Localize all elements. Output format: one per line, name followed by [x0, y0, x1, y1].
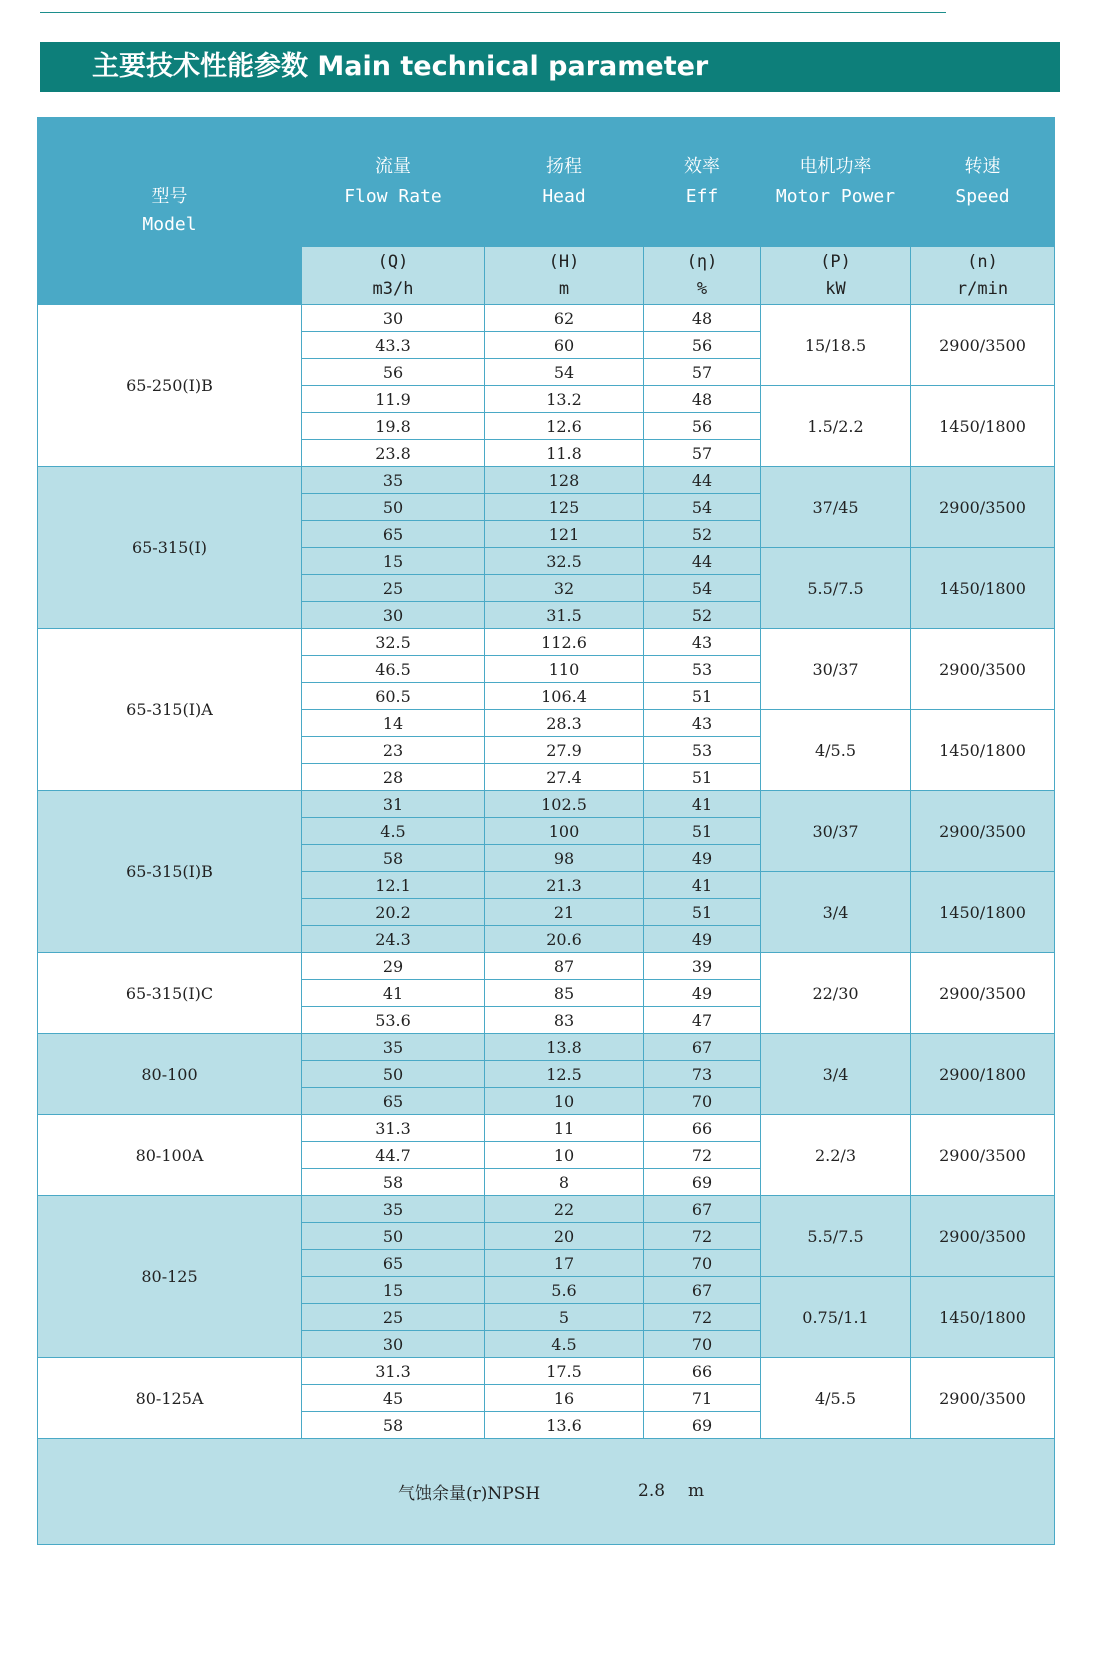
head-cell: 12.6: [485, 413, 644, 440]
speed-cell: 1450/1800: [911, 710, 1055, 791]
flow-cell: 25: [302, 1304, 485, 1331]
eff-cell: 47: [644, 1007, 761, 1034]
technical-parameter-table: [37, 117, 1055, 1545]
flow-cell: 58: [302, 1412, 485, 1439]
head-cell: 98: [485, 845, 644, 872]
model-cell: 80-125: [38, 1196, 302, 1358]
head-cell: 13.8: [485, 1034, 644, 1061]
eff-cell: 51: [644, 899, 761, 926]
head-cell: 17: [485, 1250, 644, 1277]
head-cell: 27.4: [485, 764, 644, 791]
npsh-label: 气蚀余量(r)NPSH: [398, 1484, 541, 1504]
power-cell: 30/37: [761, 629, 911, 710]
eff-cell: 49: [644, 980, 761, 1007]
table-row: [38, 1034, 1055, 1061]
eff-cell: 51: [644, 818, 761, 845]
flow-cell: 23.8: [302, 440, 485, 467]
flow-cell: 15: [302, 1277, 485, 1304]
head-cell: 125: [485, 494, 644, 521]
eff-cell: 51: [644, 683, 761, 710]
unit-eff-unit: %: [696, 278, 708, 299]
eff-cell: 67: [644, 1034, 761, 1061]
eff-cell: 44: [644, 548, 761, 575]
speed-cell: 2900/3500: [911, 1115, 1055, 1196]
head-cell: 110: [485, 656, 644, 683]
eff-cell: 41: [644, 872, 761, 899]
power-cell: 2.2/3: [761, 1115, 911, 1196]
eff-cell: 69: [644, 1412, 761, 1439]
eff-cell: 56: [644, 413, 761, 440]
flow-cell: 28: [302, 764, 485, 791]
speed-cell: 2900/3500: [911, 1358, 1055, 1439]
head-cell: 100: [485, 818, 644, 845]
speed-cell: 2900/3500: [911, 629, 1055, 710]
header-eff: [644, 118, 761, 247]
flow-cell: 4.5: [302, 818, 485, 845]
table-row: [38, 1358, 1055, 1385]
unit-speed-symbol: (n): [967, 251, 998, 272]
power-cell: 22/30: [761, 953, 911, 1034]
head-cell: 11: [485, 1115, 644, 1142]
head-cell: 22: [485, 1196, 644, 1223]
flow-cell: 41: [302, 980, 485, 1007]
eff-cell: 57: [644, 440, 761, 467]
flow-cell: 19.8: [302, 413, 485, 440]
flow-cell: 32.5: [302, 629, 485, 656]
flow-cell: 50: [302, 494, 485, 521]
head-cell: 87: [485, 953, 644, 980]
eff-cell: 54: [644, 494, 761, 521]
npsh-wrap: [38, 1439, 1054, 1544]
flow-cell: 65: [302, 521, 485, 548]
power-cell: 37/45: [761, 467, 911, 548]
unit-flow-symbol: (Q): [377, 251, 409, 272]
flow-cell: 15: [302, 548, 485, 575]
section-title-banner: [40, 42, 1060, 92]
table-row: [38, 467, 1055, 494]
head-cell: 54: [485, 359, 644, 386]
eff-cell: 43: [644, 629, 761, 656]
eff-cell: 44: [644, 467, 761, 494]
eff-cell: 67: [644, 1277, 761, 1304]
eff-cell: 41: [644, 791, 761, 818]
flow-cell: 30: [302, 602, 485, 629]
head-cell: 13.6: [485, 1412, 644, 1439]
eff-cell: 49: [644, 926, 761, 953]
flow-cell: 31: [302, 791, 485, 818]
flow-cell: 24.3: [302, 926, 485, 953]
head-cell: 10: [485, 1142, 644, 1169]
eff-cell: 72: [644, 1142, 761, 1169]
top-divider-line: [40, 12, 946, 13]
head-cell: 60: [485, 332, 644, 359]
header-row: [38, 118, 1055, 247]
head-cell: 8: [485, 1169, 644, 1196]
head-cell: 102.5: [485, 791, 644, 818]
eff-cell: 51: [644, 764, 761, 791]
table-row: [38, 305, 1055, 332]
head-cell: 31.5: [485, 602, 644, 629]
head-cell: 5.6: [485, 1277, 644, 1304]
flow-cell: 25: [302, 575, 485, 602]
eff-cell: 48: [644, 386, 761, 413]
header-eff-cn: 效率: [684, 156, 720, 177]
head-cell: 32: [485, 575, 644, 602]
model-cell: 80-100: [38, 1034, 302, 1115]
power-cell: 15/18.5: [761, 305, 911, 386]
flow-cell: 35: [302, 1034, 485, 1061]
eff-cell: 69: [644, 1169, 761, 1196]
head-cell: 83: [485, 1007, 644, 1034]
speed-cell: 2900/3500: [911, 1196, 1055, 1277]
eff-cell: 72: [644, 1223, 761, 1250]
unit-flow: [302, 247, 485, 305]
eff-cell: 48: [644, 305, 761, 332]
eff-cell: 57: [644, 359, 761, 386]
head-cell: 17.5: [485, 1358, 644, 1385]
speed-cell: 1450/1800: [911, 872, 1055, 953]
flow-cell: 23: [302, 737, 485, 764]
head-cell: 11.8: [485, 440, 644, 467]
head-cell: 27.9: [485, 737, 644, 764]
unit-power-unit: kW: [825, 278, 846, 299]
table-row: [38, 791, 1055, 818]
flow-cell: 35: [302, 1196, 485, 1223]
speed-cell: 2900/3500: [911, 305, 1055, 386]
eff-cell: 53: [644, 737, 761, 764]
power-cell: 5.5/7.5: [761, 1196, 911, 1277]
model-cell: 65-315(I)C: [38, 953, 302, 1034]
head-cell: 20: [485, 1223, 644, 1250]
flow-cell: 44.7: [302, 1142, 485, 1169]
flow-cell: 20.2: [302, 899, 485, 926]
flow-cell: 56: [302, 359, 485, 386]
eff-cell: 66: [644, 1115, 761, 1142]
flow-cell: 53.6: [302, 1007, 485, 1034]
npsh-value: 2.8: [638, 1481, 666, 1501]
head-cell: 128: [485, 467, 644, 494]
header-power: [761, 118, 911, 247]
header-power-cn: 电机功率: [799, 156, 872, 177]
head-cell: 85: [485, 980, 644, 1007]
speed-cell: 1450/1800: [911, 386, 1055, 467]
flow-cell: 65: [302, 1088, 485, 1115]
flow-cell: 45: [302, 1385, 485, 1412]
header-flow: [302, 118, 485, 247]
head-cell: 12.5: [485, 1061, 644, 1088]
header-model-en: Model: [142, 214, 197, 235]
flow-cell: 29: [302, 953, 485, 980]
header-head-en: Head: [542, 186, 586, 207]
head-cell: 32.5: [485, 548, 644, 575]
head-cell: 62: [485, 305, 644, 332]
unit-head-unit: m: [558, 278, 570, 299]
unit-eff-symbol: (η): [686, 251, 718, 272]
power-cell: 3/4: [761, 1034, 911, 1115]
flow-cell: 31.3: [302, 1358, 485, 1385]
eff-cell: 56: [644, 332, 761, 359]
section-title: 主要技术性能参数 Main technical parameter: [92, 51, 709, 82]
eff-cell: 54: [644, 575, 761, 602]
flow-cell: 35: [302, 467, 485, 494]
eff-cell: 71: [644, 1385, 761, 1412]
flow-cell: 46.5: [302, 656, 485, 683]
header-power-en: Motor Power: [775, 186, 896, 207]
model-cell: 65-315(I)A: [38, 629, 302, 791]
flow-cell: 60.5: [302, 683, 485, 710]
flow-cell: 30: [302, 305, 485, 332]
eff-cell: 43: [644, 710, 761, 737]
unit-power: [761, 247, 911, 305]
eff-cell: 73: [644, 1061, 761, 1088]
speed-cell: 2900/3500: [911, 791, 1055, 872]
eff-cell: 70: [644, 1250, 761, 1277]
npsh-unit: m: [688, 1481, 705, 1501]
header-speed-cn: 转速: [964, 156, 1001, 177]
power-cell: 1.5/2.2: [761, 386, 911, 467]
flow-cell: 30: [302, 1331, 485, 1358]
unit-head: [485, 247, 644, 305]
model-cell: 80-125A: [38, 1358, 302, 1439]
flow-cell: 12.1: [302, 872, 485, 899]
model-cell: 65-315(I)B: [38, 791, 302, 953]
eff-cell: 70: [644, 1331, 761, 1358]
table-row: [38, 629, 1055, 656]
power-cell: 3/4: [761, 872, 911, 953]
eff-cell: 52: [644, 602, 761, 629]
head-cell: 21.3: [485, 872, 644, 899]
eff-cell: 66: [644, 1358, 761, 1385]
speed-cell: 1450/1800: [911, 548, 1055, 629]
head-cell: 4.5: [485, 1331, 644, 1358]
power-cell: 5.5/7.5: [761, 548, 911, 629]
eff-cell: 70: [644, 1088, 761, 1115]
header-eff-en: Eff: [685, 186, 719, 207]
table-row: [38, 1115, 1055, 1142]
unit-head-symbol: (H): [548, 251, 580, 272]
flow-cell: 11.9: [302, 386, 485, 413]
header-flow-en: Flow Rate: [344, 186, 442, 207]
model-cell: 80-100A: [38, 1115, 302, 1196]
flow-cell: 58: [302, 845, 485, 872]
header-speed: [911, 118, 1055, 247]
header-model-cn: 型号: [151, 186, 188, 207]
speed-cell: 2900/3500: [911, 953, 1055, 1034]
eff-cell: 39: [644, 953, 761, 980]
power-cell: 30/37: [761, 791, 911, 872]
head-cell: 5: [485, 1304, 644, 1331]
unit-flow-unit: m3/h: [372, 278, 414, 299]
table-row: [38, 953, 1055, 980]
flow-cell: 50: [302, 1061, 485, 1088]
header-flow-cn: 流量: [375, 156, 411, 177]
model-cell: 65-250(I)B: [38, 305, 302, 467]
head-cell: 16: [485, 1385, 644, 1412]
table-body: [38, 305, 1055, 1439]
eff-cell: 67: [644, 1196, 761, 1223]
head-cell: 13.2: [485, 386, 644, 413]
power-cell: 4/5.5: [761, 710, 911, 791]
head-cell: 112.6: [485, 629, 644, 656]
speed-cell: 1450/1800: [911, 1277, 1055, 1358]
table-row: [38, 1196, 1055, 1223]
flow-cell: 58: [302, 1169, 485, 1196]
flow-cell: 50: [302, 1223, 485, 1250]
npsh-cell: [38, 1439, 1055, 1545]
header-head-cn: 扬程: [546, 156, 582, 177]
eff-cell: 52: [644, 521, 761, 548]
header-head: [485, 118, 644, 247]
eff-cell: 49: [644, 845, 761, 872]
flow-cell: 65: [302, 1250, 485, 1277]
flow-cell: 43.3: [302, 332, 485, 359]
header-speed-en: Speed: [955, 186, 1010, 207]
unit-power-symbol: (P): [820, 251, 851, 272]
unit-eff: [644, 247, 761, 305]
head-cell: 106.4: [485, 683, 644, 710]
speed-cell: 2900/3500: [911, 467, 1055, 548]
head-cell: 20.6: [485, 926, 644, 953]
flow-cell: 31.3: [302, 1115, 485, 1142]
power-cell: 4/5.5: [761, 1358, 911, 1439]
eff-cell: 72: [644, 1304, 761, 1331]
eff-cell: 53: [644, 656, 761, 683]
flow-cell: 14: [302, 710, 485, 737]
unit-speed: [911, 247, 1055, 305]
speed-cell: 2900/1800: [911, 1034, 1055, 1115]
head-cell: 21: [485, 899, 644, 926]
head-cell: 28.3: [485, 710, 644, 737]
head-cell: 121: [485, 521, 644, 548]
unit-speed-unit: r/min: [956, 278, 1009, 299]
head-cell: 10: [485, 1088, 644, 1115]
header-model: [38, 118, 302, 305]
power-cell: 0.75/1.1: [761, 1277, 911, 1358]
model-cell: 65-315(I): [38, 467, 302, 629]
npsh-row: [38, 1439, 1055, 1545]
